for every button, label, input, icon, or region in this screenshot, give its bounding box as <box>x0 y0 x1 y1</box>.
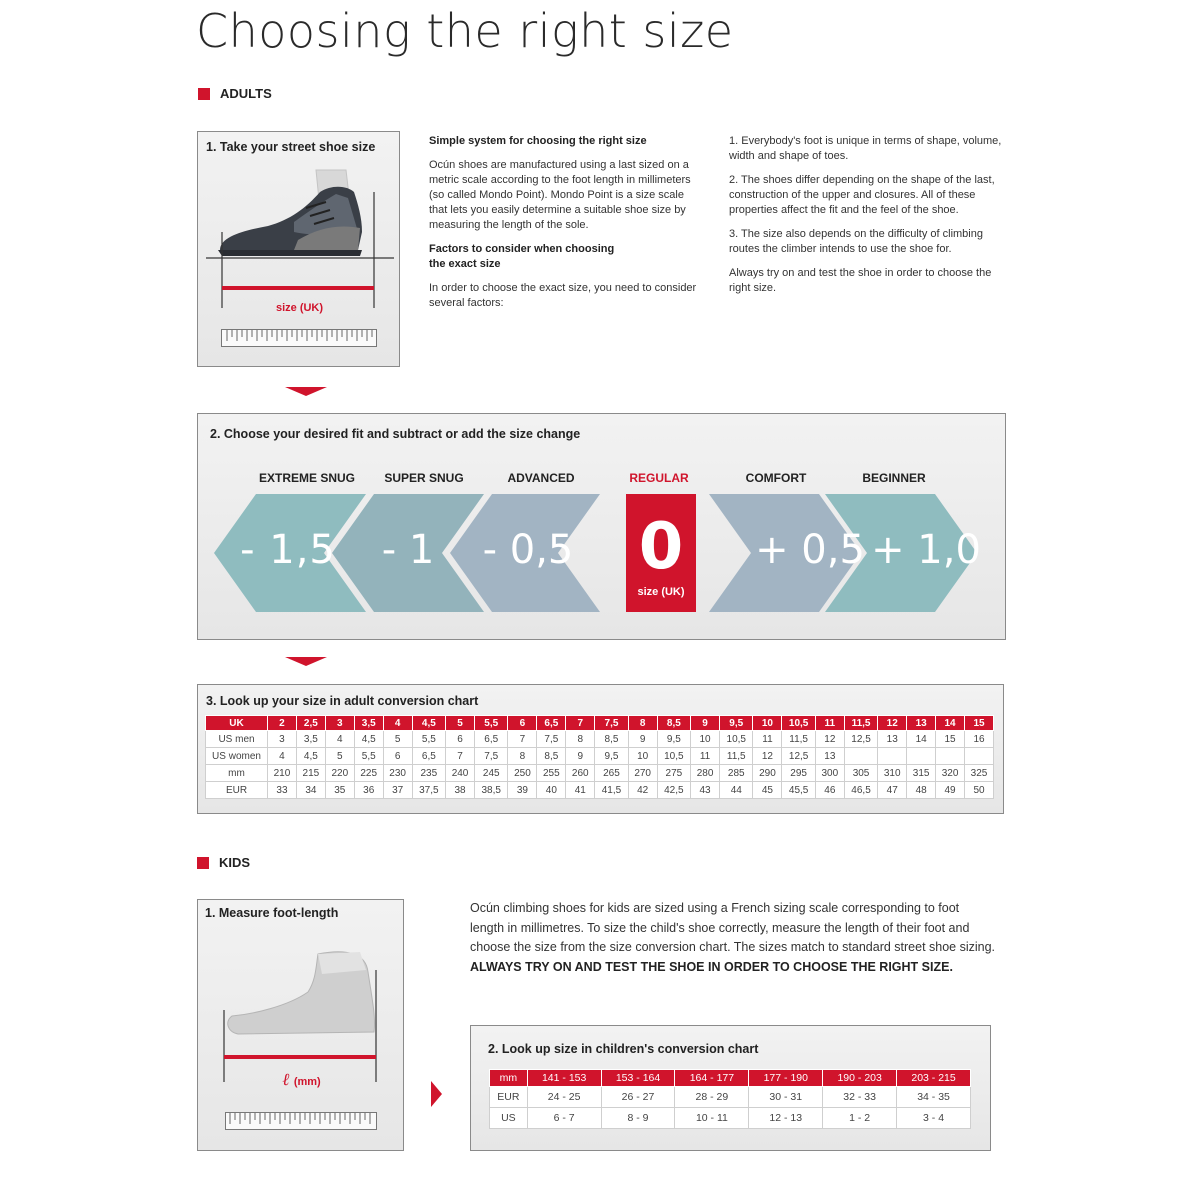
ruler-icon <box>221 329 377 347</box>
fit-value-regular: 0 <box>638 510 684 584</box>
regular-size-label: size (UK) <box>637 586 685 598</box>
table-cell: 41,5 <box>595 782 628 799</box>
kids-description <box>470 899 996 977</box>
table-cell: 39 <box>508 782 537 799</box>
advice-text: Always try on and test the shoe in order to choose the right size. <box>729 267 992 294</box>
table-cell: 30 - 31 <box>749 1087 823 1108</box>
intro-heading-2: Factors to consider when choosing the exact size <box>429 243 615 270</box>
table-cell: 260 <box>566 765 595 782</box>
table-header-row <box>490 1070 971 1087</box>
table-cell: 4 <box>268 748 297 765</box>
row-header: US women <box>206 748 268 765</box>
table-cell: 8 - 9 <box>601 1108 675 1129</box>
table-cell: 320 <box>936 765 965 782</box>
size-uk-label: size (UK) <box>275 302 324 314</box>
down-arrow-icon <box>285 657 327 666</box>
table-cell: 325 <box>965 765 994 782</box>
fit-label-beginner: BEGINNER <box>862 471 926 485</box>
kids-heading-label: KIDS <box>219 855 251 870</box>
table-cell: 11 <box>815 716 844 731</box>
table-cell: 3 <box>268 731 297 748</box>
table-cell: 9 <box>628 731 657 748</box>
table-cell: 3 <box>325 716 354 731</box>
kids-text: Ocún climbing shoes for kids are sized using a French sizing scale corresponding to foot length in millimetres. To size the child's shoe correctly, measure the length of their foot and choose the size from the size conversion chart. The sizes match to standard street shoe sizing. <box>470 901 996 954</box>
row-header: US men <box>206 731 268 748</box>
table-cell: 47 <box>878 782 907 799</box>
table-cell: 11 <box>691 748 720 765</box>
table-cell: 10,5 <box>782 716 815 731</box>
table-cell: 9,5 <box>657 731 690 748</box>
table-cell: 12 <box>753 748 782 765</box>
intro-paragraph-2: In order to choose the exact size, you need to consider several factors: <box>429 282 697 309</box>
table-cell: 9 <box>566 748 595 765</box>
table-cell: 9,5 <box>595 748 628 765</box>
table-row <box>206 765 994 782</box>
table-cell: 8,5 <box>537 748 566 765</box>
table-cell: 10 <box>691 731 720 748</box>
table-cell: 225 <box>354 765 383 782</box>
table-cell: 235 <box>412 765 445 782</box>
kids-step1-title: 1. Measure foot-length <box>205 906 339 920</box>
step1-panel <box>197 131 400 367</box>
table-cell: 250 <box>508 765 537 782</box>
table-cell: 42 <box>628 782 657 799</box>
table-row <box>206 748 994 765</box>
table-header-cell: 203 - 215 <box>897 1070 971 1087</box>
table-cell: 3,5 <box>354 716 383 731</box>
table-cell: 11,5 <box>844 716 877 731</box>
table-cell: 43 <box>691 782 720 799</box>
table-cell: 300 <box>815 765 844 782</box>
intro-heading-1: Simple system for choosing the right size <box>429 135 647 147</box>
table-cell: 2,5 <box>296 716 325 731</box>
table-cell: 270 <box>628 765 657 782</box>
table-cell: 32 - 33 <box>823 1087 897 1108</box>
fit-value-extreme-snug: - 1,5 <box>240 527 336 573</box>
table-cell: 295 <box>782 765 815 782</box>
row-header: US <box>490 1108 528 1129</box>
fit-label-super-snug: SUPER SNUG <box>384 471 464 485</box>
table-cell <box>965 748 994 765</box>
table-cell: 15 <box>965 716 994 731</box>
step2-title: 2. Choose your desired fit and subtract or add the size change <box>210 427 581 441</box>
table-cell: 6,5 <box>537 716 566 731</box>
table-cell: 13 <box>878 731 907 748</box>
fit-label-extreme-snug: EXTREME SNUG <box>258 471 355 485</box>
table-cell: 255 <box>537 765 566 782</box>
table-cell <box>844 748 877 765</box>
red-square-bullet <box>198 88 210 100</box>
table-cell: 2 <box>268 716 297 731</box>
table-cell: 5 <box>325 748 354 765</box>
kids-conversion-table <box>489 1069 971 1129</box>
table-cell: 10 - 11 <box>675 1108 749 1129</box>
table-cell: 44 <box>720 782 753 799</box>
table-cell: 33 <box>268 782 297 799</box>
factor-2: 2. The shoes differ depending on the shape of the last, construction of the upper and closures. All of these properties affect the fit and the feel of the shoe. <box>729 174 995 216</box>
table-row <box>206 716 994 731</box>
kids-step1-panel <box>197 899 404 1151</box>
table-cell: 41 <box>566 782 595 799</box>
table-cell: 230 <box>383 765 412 782</box>
table-cell: 10,5 <box>720 731 753 748</box>
table-cell: 8 <box>566 731 595 748</box>
table-cell: 6 <box>383 748 412 765</box>
factor-1: 1. Everybody's foot is unique in terms of shape, volume, width and shape of toes. <box>729 135 1002 162</box>
table-cell: 275 <box>657 765 690 782</box>
table-cell: 12 <box>815 731 844 748</box>
length-unit: (mm) <box>293 1076 321 1088</box>
table-cell <box>878 748 907 765</box>
table-cell: 5 <box>383 731 412 748</box>
table-cell: 7 <box>446 748 475 765</box>
table-cell: 26 - 27 <box>601 1087 675 1108</box>
adults-section-heading <box>198 86 272 101</box>
kids-bold-text: ALWAYS TRY ON AND TEST THE SHOE IN ORDER TO CHOOSE THE RIGHT SIZE. <box>470 959 953 974</box>
row-header: UK <box>206 716 268 731</box>
table-cell: 8,5 <box>595 731 628 748</box>
table-cell: 45 <box>753 782 782 799</box>
table-cell: 4 <box>325 731 354 748</box>
table-cell: 240 <box>446 765 475 782</box>
table-cell: 46 <box>815 782 844 799</box>
table-cell: 6 <box>508 716 537 731</box>
table-header-cell: 177 - 190 <box>749 1070 823 1087</box>
table-cell: 11 <box>753 731 782 748</box>
table-cell <box>936 748 965 765</box>
table-cell: 46,5 <box>844 782 877 799</box>
fit-label-regular: REGULAR <box>629 471 689 485</box>
intro-column-1 <box>429 134 701 320</box>
table-row <box>206 731 994 748</box>
table-cell: 6,5 <box>475 731 508 748</box>
table-row <box>206 782 994 799</box>
table-cell: 36 <box>354 782 383 799</box>
table-cell: 3,5 <box>296 731 325 748</box>
table-cell: 14 <box>907 731 936 748</box>
table-cell: 7 <box>566 716 595 731</box>
table-cell: 34 - 35 <box>897 1087 971 1108</box>
table-cell: 265 <box>595 765 628 782</box>
adults-heading-label: ADULTS <box>220 86 272 101</box>
fit-label-advanced: ADVANCED <box>507 471 575 485</box>
table-cell: 1 - 2 <box>823 1108 897 1129</box>
adult-conversion-table <box>205 715 994 799</box>
table-cell: 210 <box>268 765 297 782</box>
table-row <box>490 1087 971 1108</box>
kids-step2-title: 2. Look up size in children's conversion chart <box>488 1042 759 1056</box>
table-cell: 14 <box>936 716 965 731</box>
length-symbol: ℓ <box>282 1070 290 1090</box>
step3-title: 3. Look up your size in adult conversion chart <box>206 694 479 708</box>
foot-length-label <box>198 1070 405 1090</box>
table-cell: 40 <box>537 782 566 799</box>
table-cell: 11,5 <box>782 731 815 748</box>
table-cell: 45,5 <box>782 782 815 799</box>
table-cell: 280 <box>691 765 720 782</box>
table-cell: 38 <box>446 782 475 799</box>
red-square-bullet <box>197 857 209 869</box>
table-cell: 285 <box>720 765 753 782</box>
table-cell: 24 - 25 <box>527 1087 601 1108</box>
table-cell: 5,5 <box>412 731 445 748</box>
row-header: EUR <box>206 782 268 799</box>
table-cell: 220 <box>325 765 354 782</box>
table-header-cell: 153 - 164 <box>601 1070 675 1087</box>
table-cell: 10 <box>753 716 782 731</box>
table-cell: 35 <box>325 782 354 799</box>
table-cell: 12,5 <box>844 731 877 748</box>
table-cell: 9 <box>691 716 720 731</box>
table-cell: 5 <box>446 716 475 731</box>
table-header-cell: mm <box>490 1070 528 1087</box>
fit-value-beginner: + 1,0 <box>871 527 981 573</box>
table-cell: 13 <box>907 716 936 731</box>
table-cell: 215 <box>296 765 325 782</box>
table-cell: 290 <box>753 765 782 782</box>
factor-3: 3. The size also depends on the difficulty of climbing routes the climber intends to use the shoe for. <box>729 228 983 255</box>
table-cell: 48 <box>907 782 936 799</box>
table-cell: 7,5 <box>475 748 508 765</box>
kids-section-heading <box>197 855 250 870</box>
table-cell: 4,5 <box>354 731 383 748</box>
table-cell: 4,5 <box>296 748 325 765</box>
table-cell: 245 <box>475 765 508 782</box>
table-cell: 7,5 <box>595 716 628 731</box>
table-cell: 12 - 13 <box>749 1108 823 1129</box>
table-cell: 6 - 7 <box>527 1108 601 1129</box>
table-cell: 7 <box>508 731 537 748</box>
down-arrow-icon <box>285 387 327 396</box>
table-cell: 37 <box>383 782 412 799</box>
table-cell: 4 <box>383 716 412 731</box>
table-row <box>490 1108 971 1129</box>
table-cell: 6 <box>446 731 475 748</box>
table-cell: 6,5 <box>412 748 445 765</box>
ruler-icon <box>225 1112 377 1130</box>
table-cell: 50 <box>965 782 994 799</box>
table-cell: 37,5 <box>412 782 445 799</box>
table-cell: 42,5 <box>657 782 690 799</box>
table-cell: 38,5 <box>475 782 508 799</box>
table-cell: 4,5 <box>412 716 445 731</box>
intro-paragraph-1: Ocún shoes are manufactured using a last sized on a metric scale according to the foot length in millimeters (so called Mondo Point). Mondo Point is a size scale that lets you easily determine a suitable shoe size by measuring the length of the sole. <box>429 159 691 231</box>
fit-value-advanced: - 0,5 <box>482 527 574 573</box>
table-cell: 5,5 <box>475 716 508 731</box>
table-cell: 16 <box>965 731 994 748</box>
table-cell: 34 <box>296 782 325 799</box>
table-cell: 12,5 <box>782 748 815 765</box>
fit-value-super-snug: - 1 <box>381 527 435 573</box>
table-cell: 310 <box>878 765 907 782</box>
table-header-cell: 190 - 203 <box>823 1070 897 1087</box>
table-cell: 305 <box>844 765 877 782</box>
table-cell <box>907 748 936 765</box>
table-header-cell: 141 - 153 <box>527 1070 601 1087</box>
table-cell: 8 <box>508 748 537 765</box>
table-cell: 15 <box>936 731 965 748</box>
fit-label-comfort: COMFORT <box>745 471 807 485</box>
row-header: mm <box>206 765 268 782</box>
table-header-cell: 164 - 177 <box>675 1070 749 1087</box>
table-cell: 5,5 <box>354 748 383 765</box>
table-cell: 7,5 <box>537 731 566 748</box>
table-cell: 13 <box>815 748 844 765</box>
table-cell: 28 - 29 <box>675 1087 749 1108</box>
table-cell: 9,5 <box>720 716 753 731</box>
page-title: Choosing the right size <box>196 4 734 58</box>
step1-title: 1. Take your street shoe size <box>206 140 376 154</box>
table-cell: 12 <box>878 716 907 731</box>
table-cell: 8 <box>628 716 657 731</box>
table-cell: 10,5 <box>657 748 690 765</box>
step2-panel <box>197 413 1006 640</box>
table-cell: 49 <box>936 782 965 799</box>
table-cell: 11,5 <box>720 748 753 765</box>
table-cell: 315 <box>907 765 936 782</box>
row-header: EUR <box>490 1087 528 1108</box>
fit-value-comfort: + 0,5 <box>755 527 865 573</box>
table-cell: 10 <box>628 748 657 765</box>
right-arrow-icon <box>431 1081 442 1107</box>
table-cell: 8,5 <box>657 716 690 731</box>
table-cell: 3 - 4 <box>897 1108 971 1129</box>
intro-column-2 <box>729 134 1009 305</box>
